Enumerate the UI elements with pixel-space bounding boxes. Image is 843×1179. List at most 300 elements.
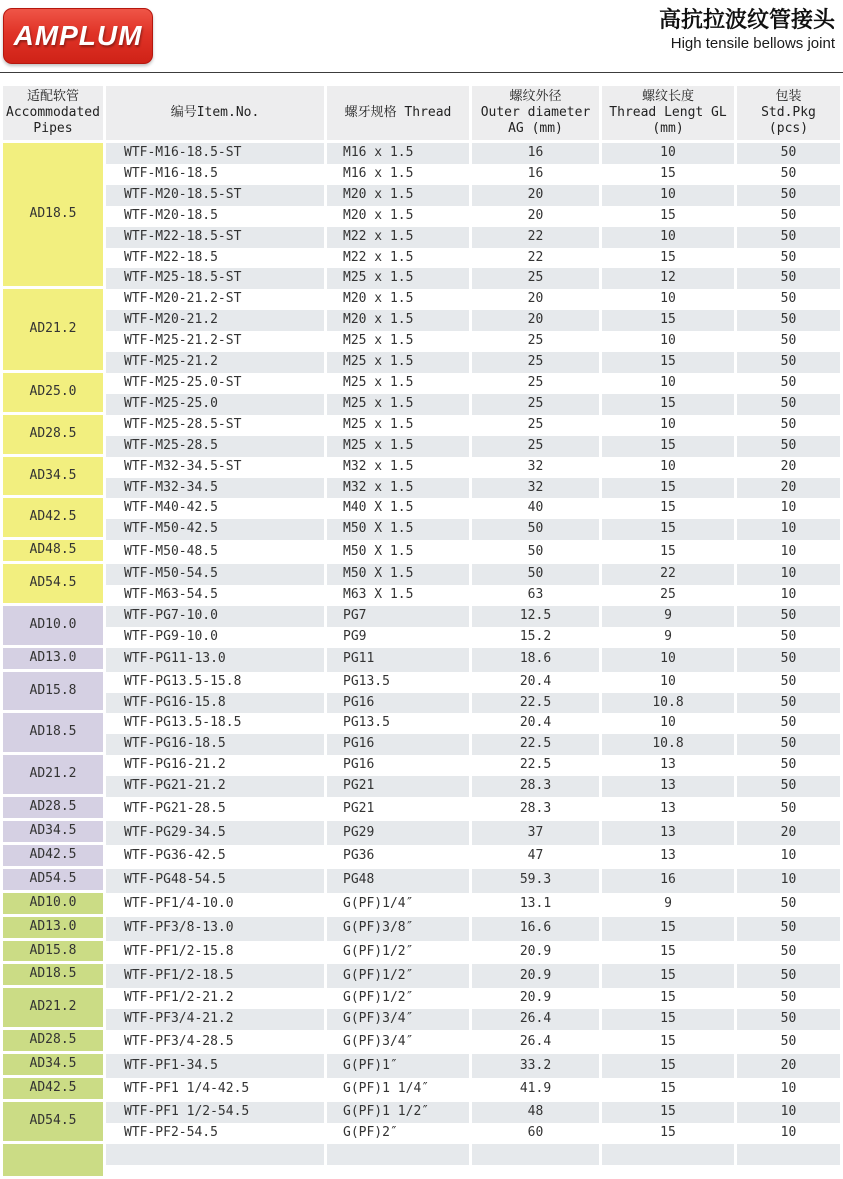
table-row bbox=[3, 540, 840, 564]
item-no-cell: WTF-M25-18.5-ST bbox=[106, 268, 324, 289]
thread-length-cell: 13 bbox=[602, 821, 734, 845]
package-cell: 50 bbox=[780, 944, 797, 960]
thread-length-cell: 22 bbox=[602, 564, 734, 585]
thread-spec-cell: M16 x 1.5 bbox=[327, 143, 469, 164]
page-header bbox=[0, 0, 843, 72]
package-cell: 10 bbox=[737, 1102, 840, 1123]
item-no-cell: WTF-PF1/2-21.2 bbox=[124, 990, 234, 1006]
product-table bbox=[0, 86, 843, 1179]
package-cell: 50 bbox=[780, 757, 797, 773]
package-cell: 50 bbox=[737, 917, 840, 941]
package-cell: 20 bbox=[737, 478, 840, 499]
pipe-group-cell: AD42.5 bbox=[3, 1078, 103, 1102]
item-no-cell: WTF-M16-18.5-ST bbox=[106, 143, 324, 164]
item-no-cell: WTF-PF1/4-10.0 bbox=[124, 896, 234, 912]
thread-length-cell: 10 bbox=[660, 416, 676, 432]
outer-diameter-cell: 60 bbox=[527, 1124, 544, 1140]
table-row bbox=[3, 1165, 840, 1179]
thread-spec-cell: PG13.5 bbox=[343, 715, 390, 731]
thread-length-cell: 10 bbox=[660, 458, 676, 474]
thread-spec-cell: G(PF)1/2″ bbox=[327, 964, 469, 988]
thread-length-cell bbox=[602, 1144, 734, 1165]
thread-length-cell: 15 bbox=[602, 1054, 734, 1078]
item-no-cell: WTF-PG16-21.2 bbox=[124, 757, 226, 773]
thread-length-cell: 15 bbox=[660, 944, 676, 960]
outer-diameter-cell: 48 bbox=[472, 1102, 599, 1123]
thread-spec-cell: M50 X 1.5 bbox=[327, 564, 469, 585]
item-no-cell: WTF-PF1 1/4-42.5 bbox=[124, 1081, 250, 1097]
table-row bbox=[3, 1054, 840, 1078]
thread-length-cell: 15 bbox=[602, 478, 734, 499]
thread-spec-cell: M20 x 1.5 bbox=[343, 291, 414, 307]
outer-diameter-cell: 33.2 bbox=[472, 1054, 599, 1078]
pipe-group-cell: AD54.5 bbox=[3, 869, 103, 893]
outer-diameter-cell: 20.9 bbox=[519, 944, 552, 960]
pipe-group-cell: AD13.0 bbox=[3, 648, 103, 672]
thread-length-cell: 25 bbox=[660, 587, 676, 603]
thread-spec-cell: PG29 bbox=[327, 821, 469, 845]
outer-diameter-cell: 25 bbox=[472, 436, 599, 457]
thread-spec-cell: PG21 bbox=[343, 800, 375, 816]
package-cell: 50 bbox=[737, 693, 840, 714]
thread-length-cell: 10 bbox=[660, 374, 676, 390]
outer-diameter-cell: 16.6 bbox=[472, 917, 599, 941]
thread-length-cell: 15 bbox=[602, 436, 734, 457]
package-cell: 50 bbox=[737, 352, 840, 373]
thread-length-cell: 15 bbox=[602, 394, 734, 415]
package-cell: 50 bbox=[780, 800, 797, 816]
package-cell: 50 bbox=[780, 291, 797, 307]
table-row bbox=[3, 1009, 840, 1030]
thread-length-cell: 15 bbox=[660, 1033, 676, 1049]
package-cell: 20 bbox=[737, 821, 840, 845]
table-row bbox=[3, 734, 840, 755]
thread-spec-cell: M22 x 1.5 bbox=[327, 227, 469, 248]
thread-spec-cell: M50 X 1.5 bbox=[327, 519, 469, 540]
outer-diameter-cell: 20 bbox=[472, 185, 599, 206]
table-row bbox=[3, 564, 840, 585]
outer-diameter-cell: 37 bbox=[472, 821, 599, 845]
table-row bbox=[3, 478, 840, 499]
pipe-group-cell: AD10.0 bbox=[3, 606, 103, 648]
item-no-cell: WTF-PF3/4-28.5 bbox=[124, 1033, 234, 1049]
thread-spec-cell: G(PF)2″ bbox=[343, 1124, 398, 1140]
package-cell: 50 bbox=[780, 207, 797, 223]
table-row bbox=[3, 457, 840, 478]
outer-diameter-cell: 47 bbox=[527, 848, 544, 864]
package-cell: 10 bbox=[780, 848, 797, 864]
pipe-group-cell: AD28.5 bbox=[3, 415, 103, 457]
thread-length-cell: 15 bbox=[660, 207, 676, 223]
thread-spec-cell: M25 x 1.5 bbox=[343, 416, 414, 432]
package-cell: 50 bbox=[737, 394, 840, 415]
thread-length-cell: 15 bbox=[660, 165, 676, 181]
outer-diameter-cell: 20.4 bbox=[519, 715, 552, 731]
thread-length-cell: 10 bbox=[602, 648, 734, 672]
pipe-group-cell: AD21.2 bbox=[3, 755, 103, 797]
table-row bbox=[3, 941, 840, 965]
thread-length-cell: 15 bbox=[660, 990, 676, 1006]
item-no-cell: WTF-M16-18.5 bbox=[124, 165, 218, 181]
package-cell bbox=[737, 1165, 840, 1179]
product-table-body bbox=[3, 143, 840, 1179]
thread-spec-cell: M50 X 1.5 bbox=[343, 543, 414, 559]
pipe-group-cell: AD28.5 bbox=[3, 797, 103, 821]
table-row bbox=[3, 964, 840, 988]
table-row bbox=[3, 585, 840, 606]
package-cell: 50 bbox=[737, 143, 840, 164]
thread-length-cell: 15 bbox=[660, 1124, 676, 1140]
title-chinese: 高抗拉波纹管接头 bbox=[658, 8, 835, 33]
thread-length-cell: 10 bbox=[660, 291, 676, 307]
pipe-group-cell: AD42.5 bbox=[3, 845, 103, 869]
thread-spec-cell: M25 x 1.5 bbox=[343, 333, 414, 349]
outer-diameter-cell: 18.6 bbox=[472, 648, 599, 672]
thread-length-cell: 15 bbox=[602, 917, 734, 941]
package-cell: 10 bbox=[737, 564, 840, 585]
thread-spec-cell: PG48 bbox=[327, 869, 469, 893]
item-no-cell: WTF-PG9-10.0 bbox=[124, 628, 218, 644]
item-no-cell: WTF-PG7-10.0 bbox=[106, 606, 324, 627]
pipe-group-cell: AD54.5 bbox=[3, 564, 103, 606]
package-cell: 10 bbox=[780, 500, 797, 516]
thread-length-cell: 15 bbox=[660, 1081, 676, 1097]
outer-diameter-cell: 41.9 bbox=[519, 1081, 552, 1097]
outer-diameter-cell: 50 bbox=[527, 543, 544, 559]
item-no-cell: WTF-M25-25.0-ST bbox=[124, 374, 242, 390]
thread-spec-cell: M32 x 1.5 bbox=[343, 458, 414, 474]
item-no-cell: WTF-PF3/4-21.2 bbox=[106, 1009, 324, 1030]
thread-length-cell: 15 bbox=[660, 249, 676, 265]
package-cell: 50 bbox=[780, 896, 797, 912]
item-no-cell: WTF-PF1-34.5 bbox=[106, 1054, 324, 1078]
package-cell: 50 bbox=[737, 606, 840, 627]
thread-length-cell: 16 bbox=[602, 869, 734, 893]
outer-diameter-cell: 20 bbox=[527, 207, 544, 223]
thread-length-cell: 15 bbox=[660, 500, 676, 516]
thread-spec-cell: PG7 bbox=[327, 606, 469, 627]
item-no-cell bbox=[106, 1144, 324, 1165]
thread-spec-cell: G(PF)1/2″ bbox=[343, 990, 414, 1006]
table-row bbox=[3, 1030, 840, 1054]
package-cell: 50 bbox=[737, 268, 840, 289]
thread-spec-cell: M25 x 1.5 bbox=[327, 268, 469, 289]
thread-spec-cell: G(PF)1″ bbox=[327, 1054, 469, 1078]
item-no-cell: WTF-PG13.5-18.5 bbox=[124, 715, 242, 731]
outer-diameter-cell: 25 bbox=[472, 394, 599, 415]
outer-diameter-cell: 16 bbox=[472, 143, 599, 164]
thread-spec-cell: PG16 bbox=[327, 734, 469, 755]
table-row bbox=[3, 797, 840, 821]
item-no-cell: WTF-PG29-34.5 bbox=[106, 821, 324, 845]
table-row bbox=[3, 1078, 840, 1102]
item-no-cell: WTF-M50-54.5 bbox=[106, 564, 324, 585]
table-row bbox=[3, 289, 840, 310]
item-no-cell: WTF-PF2-54.5 bbox=[124, 1124, 218, 1140]
package-cell: 20 bbox=[780, 458, 797, 474]
item-no-cell: WTF-M22-18.5 bbox=[124, 249, 218, 265]
package-cell: 50 bbox=[737, 227, 840, 248]
table-row bbox=[3, 1144, 840, 1165]
package-cell: 50 bbox=[780, 249, 797, 265]
pipe-group-cell: AD18.5 bbox=[3, 713, 103, 755]
table-row bbox=[3, 519, 840, 540]
package-cell: 10 bbox=[737, 869, 840, 893]
header-row bbox=[3, 86, 840, 143]
package-cell: 10 bbox=[737, 519, 840, 540]
thread-spec-cell: G(PF)1/2″ bbox=[343, 944, 414, 960]
thread-spec-cell: M20 x 1.5 bbox=[327, 185, 469, 206]
package-cell: 50 bbox=[780, 165, 797, 181]
package-cell: 50 bbox=[780, 416, 797, 432]
item-no-cell: WTF-PF3/8-13.0 bbox=[106, 917, 324, 941]
item-no-cell: WTF-M50-42.5 bbox=[106, 519, 324, 540]
package-cell bbox=[737, 1144, 840, 1165]
table-row bbox=[3, 310, 840, 331]
item-no-cell: WTF-M63-54.5 bbox=[124, 587, 218, 603]
outer-diameter-cell: 22.5 bbox=[472, 734, 599, 755]
pipe-group-cell: AD25.0 bbox=[3, 373, 103, 415]
thread-spec-cell: PG16 bbox=[327, 693, 469, 714]
thread-length-cell: 10 bbox=[602, 143, 734, 164]
table-row bbox=[3, 248, 840, 269]
item-no-cell: WTF-M20-21.2-ST bbox=[124, 291, 242, 307]
col-header-thread-length: 螺纹长度 Thread Lengt GL (mm) bbox=[602, 86, 734, 143]
thread-spec-cell: M25 x 1.5 bbox=[343, 374, 414, 390]
outer-diameter-cell: 26.4 bbox=[519, 1033, 552, 1049]
thread-length-cell: 15 bbox=[602, 1009, 734, 1030]
pipe-group-cell: AD21.2 bbox=[3, 289, 103, 373]
thread-length-cell: 9 bbox=[664, 628, 672, 644]
package-cell: 50 bbox=[780, 1033, 797, 1049]
table-row bbox=[3, 331, 840, 352]
table-row bbox=[3, 845, 840, 869]
thread-spec-cell: PG11 bbox=[327, 648, 469, 672]
pipe-group-cell: AD15.8 bbox=[3, 941, 103, 965]
item-no-cell: WTF-M25-25.0 bbox=[106, 394, 324, 415]
package-cell: 50 bbox=[737, 436, 840, 457]
outer-diameter-cell: 25 bbox=[527, 374, 544, 390]
thread-spec-cell: PG21 bbox=[327, 776, 469, 797]
item-no-cell: WTF-M25-28.5-ST bbox=[124, 416, 242, 432]
package-cell: 50 bbox=[737, 964, 840, 988]
table-row bbox=[3, 755, 840, 776]
thread-spec-cell bbox=[327, 1144, 469, 1165]
title-english: High tensile bellows joint bbox=[670, 35, 835, 52]
col-header-item-no: 编号Item.No. bbox=[106, 86, 324, 143]
pipe-group-cell: AD34.5 bbox=[3, 457, 103, 499]
outer-diameter-cell: 25 bbox=[527, 416, 544, 432]
thread-length-cell: 15 bbox=[602, 519, 734, 540]
table-row bbox=[3, 436, 840, 457]
package-cell: 50 bbox=[737, 185, 840, 206]
outer-diameter-cell: 22 bbox=[527, 249, 544, 265]
thread-length-cell: 9 bbox=[664, 896, 672, 912]
item-no-cell: WTF-PG16-18.5 bbox=[106, 734, 324, 755]
thread-length-cell: 10 bbox=[660, 673, 676, 689]
thread-length-cell bbox=[602, 1165, 734, 1179]
thread-length-cell: 10 bbox=[660, 715, 676, 731]
pipe-group-cell: AD18.5 bbox=[3, 143, 103, 289]
outer-diameter-cell: 25 bbox=[472, 268, 599, 289]
table-row bbox=[3, 498, 840, 519]
item-no-cell: WTF-M20-18.5-ST bbox=[106, 185, 324, 206]
thread-spec-cell: PG36 bbox=[343, 848, 375, 864]
outer-diameter-cell: 20.9 bbox=[472, 964, 599, 988]
thread-spec-cell: G(PF)3/4″ bbox=[343, 1033, 414, 1049]
pipe-group-cell: AD10.0 bbox=[3, 893, 103, 917]
package-cell: 50 bbox=[780, 628, 797, 644]
thread-length-cell: 15 bbox=[602, 964, 734, 988]
page-title bbox=[659, 8, 835, 54]
outer-diameter-cell: 15.2 bbox=[519, 628, 552, 644]
table-row bbox=[3, 268, 840, 289]
thread-length-cell: 13 bbox=[660, 800, 676, 816]
outer-diameter-cell: 20 bbox=[527, 291, 544, 307]
outer-diameter-cell: 20.4 bbox=[519, 673, 552, 689]
pipe-group-cell: AD34.5 bbox=[3, 821, 103, 845]
package-cell: 50 bbox=[737, 310, 840, 331]
item-no-cell: WTF-PF1 1/2-54.5 bbox=[106, 1102, 324, 1123]
thread-spec-cell: M25 x 1.5 bbox=[327, 352, 469, 373]
package-cell: 10 bbox=[780, 587, 797, 603]
thread-length-cell: 13 bbox=[660, 757, 676, 773]
thread-spec-cell: M40 X 1.5 bbox=[343, 500, 414, 516]
table-row bbox=[3, 227, 840, 248]
package-cell: 10 bbox=[780, 1081, 797, 1097]
package-cell: 50 bbox=[780, 333, 797, 349]
thread-length-cell: 9 bbox=[602, 606, 734, 627]
thread-spec-cell: M22 x 1.5 bbox=[343, 249, 414, 265]
pipe-group-cell: AD21.2 bbox=[3, 988, 103, 1030]
outer-diameter-cell: 28.3 bbox=[472, 776, 599, 797]
package-cell: 50 bbox=[737, 1009, 840, 1030]
thread-spec-cell: M20 x 1.5 bbox=[327, 310, 469, 331]
thread-spec-cell: PG13.5 bbox=[343, 673, 390, 689]
item-no-cell: WTF-M40-42.5 bbox=[124, 500, 218, 516]
thread-spec-cell: M32 x 1.5 bbox=[327, 478, 469, 499]
item-no-cell: WTF-M20-21.2 bbox=[106, 310, 324, 331]
package-cell: 10 bbox=[780, 1124, 797, 1140]
table-row bbox=[3, 693, 840, 714]
table-row bbox=[3, 1123, 840, 1144]
table-row bbox=[3, 893, 840, 917]
thread-spec-cell: G(PF)3/8″ bbox=[327, 917, 469, 941]
item-no-cell: WTF-PG11-13.0 bbox=[106, 648, 324, 672]
outer-diameter-cell: 26.4 bbox=[472, 1009, 599, 1030]
package-cell: 50 bbox=[737, 734, 840, 755]
thread-length-cell: 15 bbox=[602, 352, 734, 373]
item-no-cell: WTF-M25-28.5 bbox=[106, 436, 324, 457]
thread-length-cell: 10 bbox=[602, 185, 734, 206]
item-no-cell: WTF-PG16-15.8 bbox=[106, 693, 324, 714]
outer-diameter-cell: 25 bbox=[472, 352, 599, 373]
outer-diameter-cell: 40 bbox=[527, 500, 544, 516]
table-row bbox=[3, 606, 840, 627]
outer-diameter-cell: 22 bbox=[472, 227, 599, 248]
item-no-cell: WTF-PG21-28.5 bbox=[124, 800, 226, 816]
outer-diameter-cell: 16 bbox=[527, 165, 544, 181]
item-no-cell: WTF-M32-34.5 bbox=[106, 478, 324, 499]
thread-spec-cell: M25 x 1.5 bbox=[327, 436, 469, 457]
outer-diameter-cell: 28.3 bbox=[519, 800, 552, 816]
item-no-cell: WTF-M25-21.2-ST bbox=[124, 333, 242, 349]
table-row bbox=[3, 821, 840, 845]
outer-diameter-cell: 32 bbox=[527, 458, 544, 474]
thread-length-cell: 10.8 bbox=[602, 693, 734, 714]
item-no-cell: WTF-M20-18.5 bbox=[124, 207, 218, 223]
table-row bbox=[3, 143, 840, 164]
pipe-group-cell: AD54.5 bbox=[3, 1102, 103, 1144]
thread-length-cell: 15 bbox=[602, 1102, 734, 1123]
thread-length-cell: 13 bbox=[602, 776, 734, 797]
package-cell: 50 bbox=[737, 648, 840, 672]
table-row bbox=[3, 713, 840, 734]
table-row bbox=[3, 869, 840, 893]
pipe-group-cell: AD18.5 bbox=[3, 964, 103, 988]
header-divider bbox=[0, 72, 843, 73]
outer-diameter-cell: 22.5 bbox=[472, 693, 599, 714]
item-no-cell bbox=[106, 1165, 324, 1179]
thread-spec-cell: G(PF)1 1/2″ bbox=[327, 1102, 469, 1123]
outer-diameter-cell bbox=[472, 1144, 599, 1165]
table-row bbox=[3, 206, 840, 227]
thread-spec-cell: M20 x 1.5 bbox=[343, 207, 414, 223]
item-no-cell: WTF-PG48-54.5 bbox=[106, 869, 324, 893]
table-row bbox=[3, 648, 840, 672]
logo-text: AMPLUM bbox=[13, 20, 143, 51]
outer-diameter-cell: 20 bbox=[472, 310, 599, 331]
item-no-cell: WTF-PG36-42.5 bbox=[124, 848, 226, 864]
table-row bbox=[3, 415, 840, 436]
thread-spec-cell: G(PF)1/4″ bbox=[343, 896, 414, 912]
package-cell: 20 bbox=[737, 1054, 840, 1078]
thread-length-cell: 10 bbox=[660, 333, 676, 349]
package-cell: 10 bbox=[780, 543, 797, 559]
outer-diameter-cell: 20.9 bbox=[519, 990, 552, 1006]
item-no-cell: WTF-PF1/2-18.5 bbox=[106, 964, 324, 988]
table-row bbox=[3, 352, 840, 373]
thread-spec-cell bbox=[327, 1165, 469, 1179]
thread-length-cell: 15 bbox=[602, 310, 734, 331]
table-row bbox=[3, 672, 840, 693]
item-no-cell: WTF-PG13.5-15.8 bbox=[124, 673, 242, 689]
thread-spec-cell: G(PF)3/4″ bbox=[327, 1009, 469, 1030]
outer-diameter-cell: 25 bbox=[527, 333, 544, 349]
package-cell: 50 bbox=[780, 374, 797, 390]
thread-spec-cell: M63 X 1.5 bbox=[343, 587, 414, 603]
thread-length-cell: 12 bbox=[602, 268, 734, 289]
thread-spec-cell: PG9 bbox=[343, 628, 367, 644]
pipe-group-cell: AD42.5 bbox=[3, 498, 103, 540]
amplum-logo bbox=[3, 8, 153, 64]
package-cell: 50 bbox=[780, 673, 797, 689]
outer-diameter-cell: 50 bbox=[472, 564, 599, 585]
thread-length-cell: 10 bbox=[602, 227, 734, 248]
pipe-group-cell: AD15.8 bbox=[3, 672, 103, 714]
outer-diameter-cell: 13.1 bbox=[519, 896, 552, 912]
pipe-group-cell bbox=[3, 1144, 103, 1179]
pipe-group-cell: AD13.0 bbox=[3, 917, 103, 941]
table-row bbox=[3, 988, 840, 1009]
outer-diameter-cell: 22.5 bbox=[519, 757, 552, 773]
outer-diameter-cell: 12.5 bbox=[472, 606, 599, 627]
outer-diameter-cell: 32 bbox=[472, 478, 599, 499]
outer-diameter-cell bbox=[472, 1165, 599, 1179]
table-row bbox=[3, 373, 840, 394]
package-cell: 50 bbox=[780, 990, 797, 1006]
table-row bbox=[3, 776, 840, 797]
